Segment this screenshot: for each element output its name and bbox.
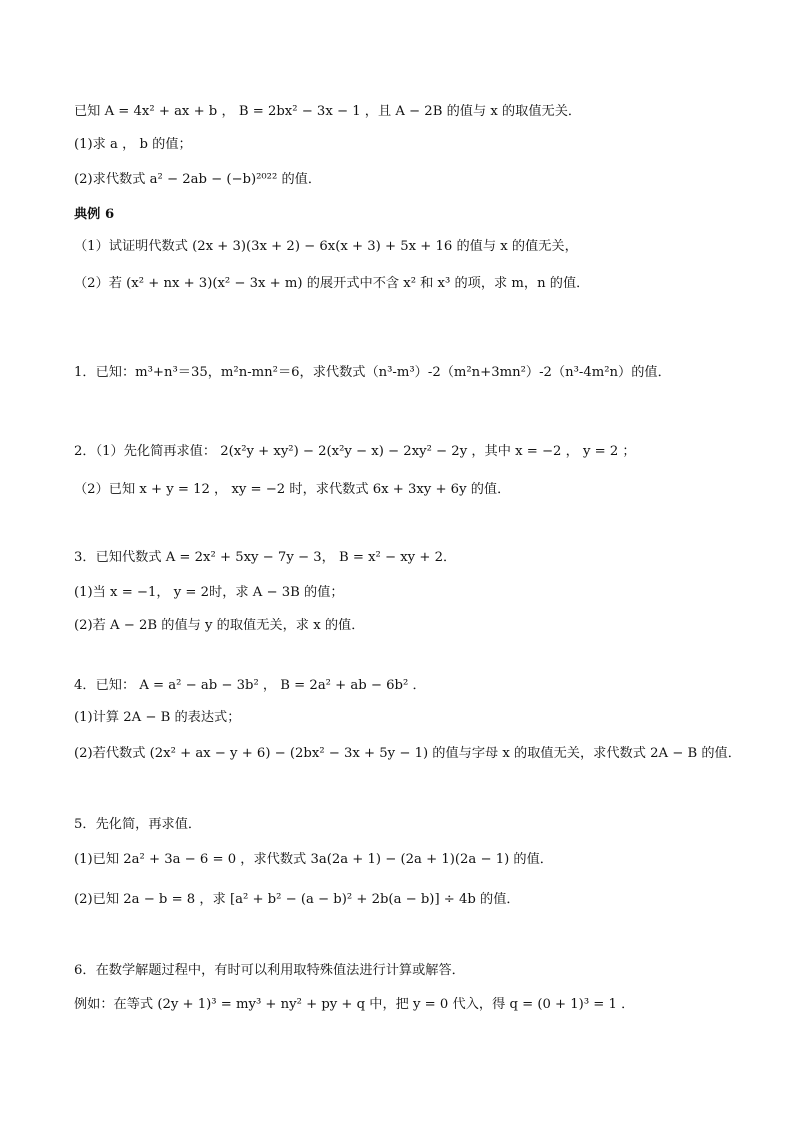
exercise-4-part-2: (2)若代数式 (2x² + ax − y + 6) − (2bx² − 3x + 5y − 1) 的值与字母 x 的取值无关，求代数式 2A − B 的值．: [74, 746, 741, 761]
subquestion-1: (1)求 a ， b 的值；: [74, 137, 192, 152]
exercise-6: 6．在数学解题过程中，有时可以利用取特殊值法进行计算或解答．: [74, 963, 465, 978]
exercise-3-part-1: (1)当 x = −1， y = 2时，求 A − 3B 的值；: [74, 585, 344, 600]
exercise-2-part-1: 2．（1）先化简再求值： 2(x²y + xy²) − 2(x²y − x) − 2xy² − 2y ，其中 x = −2 ， y = 2 ；: [74, 444, 636, 459]
example-part-1: （1）试证明代数式 (2x + 3)(3x + 2) − 6x(x + 3) + 5x + 16 的值与 x 的值无关，: [74, 239, 578, 254]
exercise-5: 5．先化简，再求值．: [74, 817, 202, 832]
exercise-3-part-2: (2)若 A − 2B 的值与 y 的取值无关，求 x 的值．: [74, 618, 365, 633]
exercise-3: 3．已知代数式 A = 2x² + 5xy − 7y − 3， B = x² − xy + 2．: [74, 550, 457, 565]
subquestion-2: (2)求代数式 a² − 2ab − (−b)²⁰²² 的值．: [74, 172, 322, 187]
exercise-4-part-1: (1)计算 2A − B 的表达式；: [74, 710, 241, 725]
problem-given-a-b: 已知 A = 4x² + ax + b ， B = 2bx² − 3x − 1 ，且 A − 2B 的值与 x 的取值无关．: [74, 104, 582, 119]
example-part-2: （2）若 (x² + nx + 3)(x² − 3x + m) 的展开式中不含 x² 和 x³ 的项，求 m，n 的值．: [74, 276, 590, 291]
exercise-5-part-1: (1)已知 2a² + 3a − 6 = 0 ，求代数式 3a(2a + 1) − (2a + 1)(2a − 1) 的值．: [74, 852, 553, 867]
example-heading: 典例 6: [74, 207, 115, 222]
exercise-4: 4．已知： A = a² − ab − 3b² ， B = 2a² + ab − 6b² ．: [74, 678, 426, 693]
exercise-1: 1．已知：m³+n³＝35，m²n-mn²＝6，求代数式（n³-m³）-2（m²n+3mn²）-2（n³-4m²n）的值．: [74, 365, 671, 380]
exercise-5-part-2: (2)已知 2a − b = 8 ，求 [a² + b² − (a − b)² + 2b(a − b)] ÷ 4b 的值．: [74, 892, 520, 907]
exercise-2-part-2: （2）已知 x + y = 12 ， xy = −2 时，求代数式 6x + 3xy + 6y 的值．: [74, 482, 511, 497]
exercise-6-example: 例如：在等式 (2y + 1)³ = my³ + ny² + py + q 中，把 y = 0 代入，得 q = (0 + 1)³ = 1 ．: [74, 997, 635, 1012]
